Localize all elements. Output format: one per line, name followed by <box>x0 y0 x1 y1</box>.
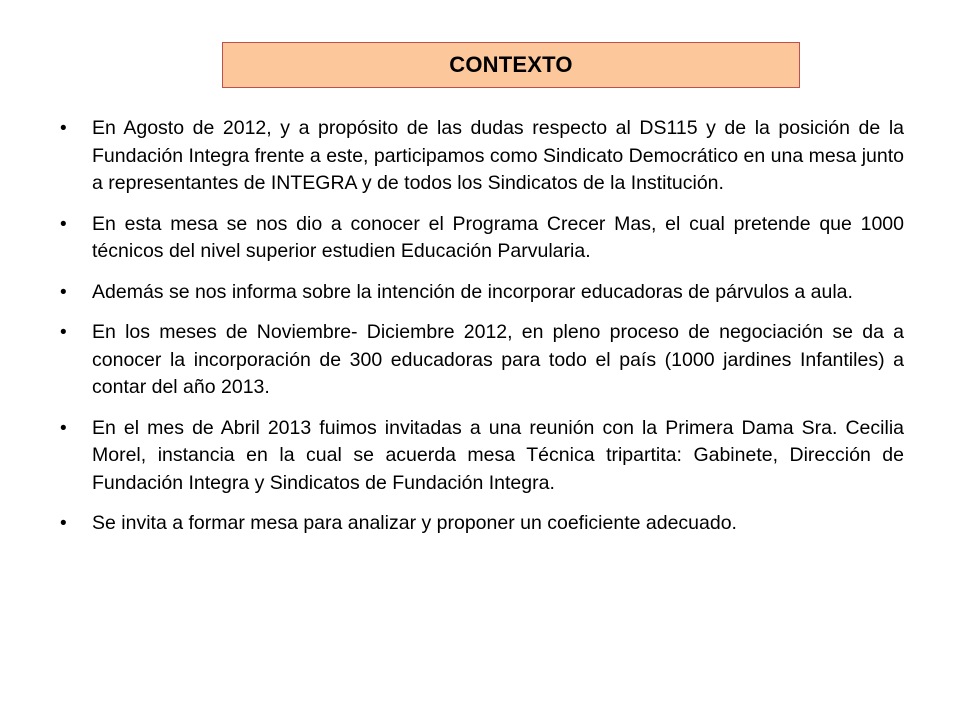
list-item-text: En esta mesa se nos dio a conocer el Programa Crecer Mas, el cual pretende que 1000 técnicos del nivel superior estudien Educación Parvularia. <box>92 212 904 262</box>
list-item <box>60 510 904 538</box>
list-item-text: En el mes de Abril 2013 fuimos invitadas a una reunión con la Primera Dama Sra. Cecilia Morel, instancia en la cual se acuerda mesa Técnica tripartita: Gabinete, Dirección de Fundación Integra y Sindicatos de Fundación Integra. <box>92 416 904 494</box>
bullet-dot-icon: • <box>60 322 67 343</box>
list-item-text: En Agosto de 2012, y a propósito de las dudas respecto al DS115 y de la posición de la Fundación Integra frente a este, participamos como Sindicato Democrático en una mesa junto a representantes de INTEGRA y de todos los Sindicatos de la Institución. <box>92 117 904 194</box>
list-item <box>60 279 904 307</box>
bullet-dot-icon: • <box>60 213 67 235</box>
list-item <box>60 211 904 266</box>
bullet-dot-icon: • <box>60 118 67 139</box>
title-box <box>222 42 800 88</box>
list-item <box>60 115 904 198</box>
list-item <box>60 319 904 402</box>
list-item <box>60 415 904 498</box>
bullet-dot-icon: • <box>60 417 67 439</box>
list-item-text: Se invita a formar mesa para analizar y proponer un coeficiente adecuado. <box>92 512 737 534</box>
page-title: CONTEXTO <box>449 52 573 77</box>
list-item-text: En los meses de Noviembre- Diciembre 2012, en pleno proceso de negociación se da a conocer la incorporación de 300 educadoras para todo el país (1000 jardines Infantiles) a contar del año 2013. <box>92 321 904 398</box>
bullet-list <box>60 115 904 551</box>
bullet-dot-icon: • <box>60 281 67 303</box>
list-item-text: Además se nos informa sobre la intención de incorporar educadoras de párvulos a aula. <box>92 280 853 303</box>
bullet-dot-icon: • <box>60 513 67 534</box>
